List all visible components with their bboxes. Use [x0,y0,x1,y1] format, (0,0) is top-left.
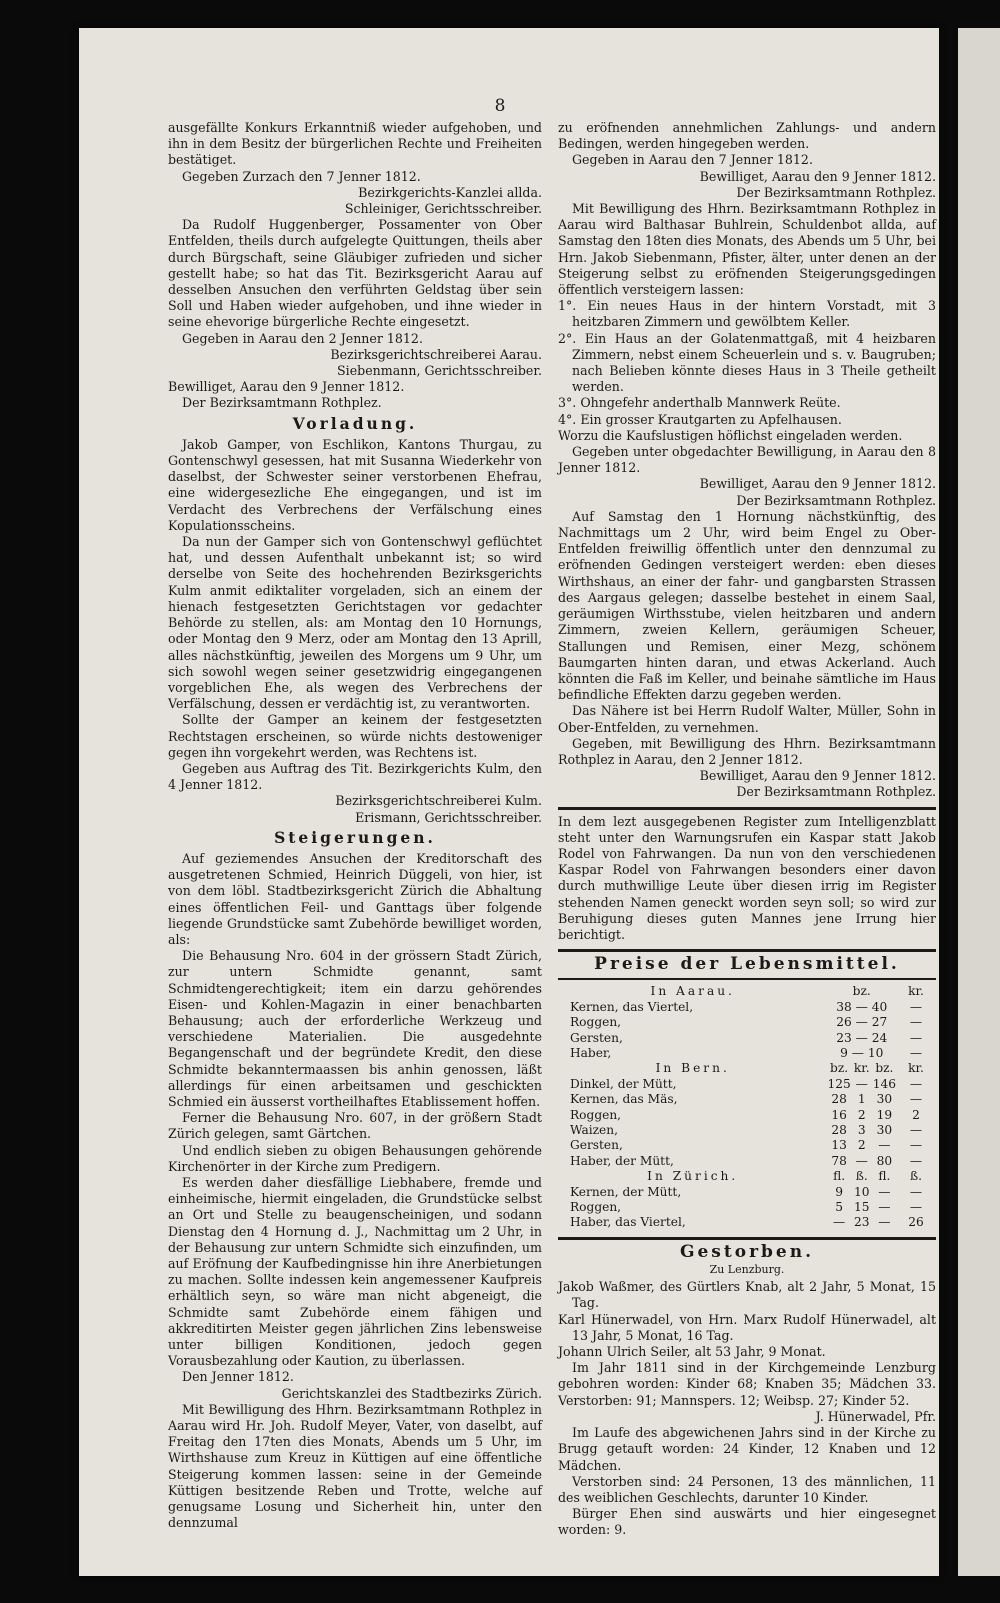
price-unit-header: kr. [908,1061,924,1076]
paragraph: Ferner die Behausung Nro. 607, in der größern Stadt Zürich gelegen, samt Gärtchen. [168,1110,542,1142]
paragraph: 3°. Ohngefehr anderthalb Mannwerk Reüte. [558,395,841,411]
paragraph: Der Bezirksamtmann Rothplez. [182,395,382,411]
price-list [558,956,936,1231]
price-item: Roggen, [570,1200,622,1215]
price-unit-header: kr. [853,1061,870,1076]
price-unit-header: bz. [830,1061,849,1076]
divider [558,978,936,980]
death-notices [558,1241,936,1539]
price-unit-header: bz. [875,1061,894,1076]
divider [558,949,936,952]
paragraph: Bürger Ehen sind auswärts und hier eingesegnet worden: 9. [558,1506,936,1538]
paragraph: Sollte der Gamper an keinem der festgesetzten Rechtstagen erscheinen, so würde nichts destoweniger gegen ihn vorgekehrt werden, was Rechtens ist. [168,712,542,760]
price-value: 2 [857,1138,866,1153]
price-value: 146 [872,1076,896,1091]
paragraph: Gegeben unter obgedachter Bewilligung, in Aarau den 8 Jenner 1812. [558,444,936,476]
section-heading: Vorladung. [292,413,418,433]
price-value: — [909,1076,923,1091]
price-value: 30 [876,1092,893,1107]
paragraph: Jakob Waßmer, des Gürtlers Knab, alt 2 Jahr, 5 Monat, 15 Tag. [558,1279,936,1311]
price-row [558,1185,936,1200]
price-unit-header: ß. [855,1169,868,1184]
price-value: 16 [831,1107,847,1122]
paragraph: Gegeben aus Auftrag des Tit. Bezirkgerichts Kulm, den 4 Jenner 1812. [168,760,542,793]
price-value: — [878,1184,891,1199]
price-value: 15 [853,1200,870,1215]
price-value: 19 [876,1107,893,1122]
paragraph: Worzu die Kaufslustigen höflichst eingeladen werden. [558,427,903,443]
price-item: Gersten, [570,1030,623,1045]
price-section-header [558,1061,936,1076]
paragraph: zu eröfnenden annehmlichen Zahlungs- und andern Bedingen, werden hingegeben werden. [558,120,936,152]
price-row [558,1092,936,1107]
price-value: 28 [831,1092,847,1107]
paragraph: Es werden daher diesfällige Liebhabere, fremde und einheimische, hiermit eingeladen, die Grundstücke selbst an Ort und Stelle zu beaugenscheinigen, und sodann Dienstag den 4 Hornung d. J., Nachmittag um 2 Uhr, in der Behausung zur untern Schmidte sich einzufinden, um auf Eröfnung der Kaufbedingnisse hin ihre Anerbietungen zu machen. Sollte indessen kein angemessener Kaufpreis erhältlich seyn, so wäre man nicht abgeneigt, die Schmidte samt Zubehörde einem fähigen und akkreditirten Meister gegen jährlichen Zins lebensweise unter billigen Konditionen, jedoch gegen Vorausbezahlung oder Kaution, zu überlassen. [168,1175,542,1369]
price-row [558,1031,936,1046]
paragraph: Gegeben Zurzach den 7 Jenner 1812. [182,168,421,184]
price-value: 3 [857,1123,866,1138]
price-value: — [878,1200,891,1215]
price-place: In Aarau. [650,984,735,999]
price-value: 23 — 24 [836,1030,888,1045]
price-section-header [558,984,936,999]
paragraph: Jakob Gamper, von Eschlikon, Kantons Thurgau, zu Gontenschwyl gesessen, hat mit Susanna Wiederkehr von daselbst, der Schwester seiner verstorbenen Ehefrau, eine widergesezliche Ehe eingegangen, und ist im Verdacht des Verbrechens der Verfälschung eines Kopulationsscheins. [168,436,542,533]
price-value: — [909,1092,923,1107]
price-item: Haber, der Mütt, [570,1153,674,1168]
paragraph: Der Bezirksamtmann Rothplez. [736,184,936,200]
paragraph: Da nun der Gamper sich von Gontenschwyl geflüchtet hat, und dessen Aufenthalt unbekannt ist; so wird derselbe von Seite des hochehrenden Bezirksgerichts Kulm anmit ediktaliter vorgeladen, sich an einem der hienach festgesetzten Gerichtstagen vor gedachter Behörde zu stellen, als: am Montag den 10 Hornungs, oder Montag den 9 Merz, oder am Montag den 13 Aprill, alles nächstkünftig, jeweilen des Morgens um 9 Uhr, um sich sowohl wegen seiner gesetzwidrig eingegangenen vorgeblichen Ehe, als wegen des Verbrechens der Verfälschung, dessen er verdächtig ist, zu verantworten. [168,534,542,712]
paragraph: Bewilliget, Aarau den 9 Jenner 1812. [699,168,936,184]
paragraph: Bezirkgerichts-Kanzlei allda. [358,184,542,200]
paragraph: Johann Ulrich Seiler, alt 53 Jahr, 9 Monat. [558,1344,826,1360]
page-number: 8 [494,96,506,116]
paragraph: 4°. Ein grosser Krautgarten zu Apfelhausen. [558,411,842,427]
paragraph: Bewilliget, Aarau den 9 Jenner 1812. [168,379,405,395]
price-unit-header: kr. [908,984,924,999]
price-value: — [855,1153,868,1168]
death-entries [558,1279,936,1538]
paragraph: Und endlich sieben zu obigen Behausungen gehörende Kirchenörter in der Kirche zum Predigern. [168,1142,542,1174]
price-value: 26 [908,1215,924,1230]
price-value: 23 [853,1215,870,1230]
adjacent-page-edge [958,28,1000,1576]
price-row [558,1000,936,1015]
price-item: Kernen, das Viertel, [570,999,694,1014]
price-value: — [878,1215,891,1230]
price-item: Gersten, [570,1138,623,1153]
price-value: — [909,1153,923,1168]
paragraph: Erismann, Gerichtsschreiber. [355,809,542,825]
price-value: — [878,1138,891,1153]
paragraph: J. Hünerwadel, Pfr. [815,1408,936,1424]
price-list-title: Preise der Lebensmittel. [594,954,900,975]
price-value: 80 [876,1153,893,1168]
paragraph: 1°. Ein neues Haus in der hintern Vorstadt, mit 3 heitzbaren Zimmern und gewölbtem Keller. [558,298,936,330]
price-row [558,1046,936,1061]
deaths-title: Gestorben. [679,1241,815,1262]
price-row [558,1077,936,1092]
price-value: — [909,1045,923,1060]
price-value: 28 [831,1123,847,1138]
price-row [558,1215,936,1230]
correction-notice: In dem lezt ausgegebenen Register zum Intelligenzblatt steht unter den Warnungsrufen ein Kaspar statt Jakob Rodel von Fahrwangen. Da nun von den verschiedenen Kaspar Rodel von Fahrwangen besonders einer davon durch muthwillige Leute über diesen irrig im Register stehenden Namen geneckt worden seyn soll; so wird zur Beruhigung dieses guten Mannes jene Irrung hier berichtigt. [558,813,936,942]
price-item: Dinkel, der Mütt, [570,1076,677,1091]
paragraph: 2°. Ein Haus an der Golatenmattgaß, mit 4 heizbaren Zimmern, nebst einem Scheuerlein und s. v. Baugruben; nach Belieben könnte dieses Haus in 3 Theile getheilt werden. [558,330,936,395]
divider [558,1237,936,1240]
price-value: 10 [853,1184,870,1199]
price-item: Haber, das Viertel, [570,1215,686,1230]
price-unit-header: fl. [878,1169,891,1184]
price-value: — [909,1123,923,1138]
price-value: — [909,1015,923,1030]
price-section-header [558,1169,936,1184]
paragraph: Karl Hünerwadel, von Hrn. Marx Rudolf Hünerwadel, alt 13 Jahr, 5 Monat, 16 Tag. [558,1311,936,1343]
price-table [558,984,936,1231]
price-item: Kernen, das Mäs, [570,1092,678,1107]
paragraph: Mit Bewilligung des Hhrn. Bezirksamtmann Rothplez in Aarau wird Balthasar Buhlrein, Schuldenbot allda, auf Samstag den 18ten dies Monats, des Abends um 5 Uhr, bei Hrn. Jakob Siebenmann, Pfister, älter, unter denen an der Steigerung selbst zu eröfnenden Steigerungsgedingen öffentlich versteigern lassen: [558,201,936,298]
price-value: 30 [876,1123,893,1138]
paragraph: Im Jahr 1811 sind in der Kirchgemeinde Lenzburg gebohren worden: Kinder 68; Knaben 35; Mädchen 33. Verstorben: 91; Mannspers. 12; Weibsp. 27; Kinder 52. [558,1360,936,1408]
price-place: In Zürich. [647,1169,739,1184]
price-row [558,1138,936,1153]
price-row [558,1154,936,1169]
paragraph: Bewilliget, Aarau den 9 Jenner 1812. [699,476,936,492]
divider [558,807,936,810]
paragraph: Verstorben sind: 24 Personen, 13 des männlichen, 11 des weiblichen Geschlechts, darunter 10 Kinder. [558,1473,936,1505]
price-value: — [909,1138,923,1153]
paragraph: Gegeben, mit Bewilligung des Hhrn. Bezirksamtmann Rothplez in Aarau, den 2 Jenner 1812. [558,735,936,767]
price-item: Roggen, [570,1015,622,1030]
price-row [558,1108,936,1123]
price-value: — [855,1076,868,1091]
price-value: 9 [835,1184,843,1199]
price-value: 125 [827,1076,851,1091]
price-item: Kernen, der Mütt, [570,1184,682,1199]
price-value: 2 [857,1107,866,1122]
paragraph: Bezirksgerichtschreiberei Aarau. [330,346,542,362]
paragraph: Auf Samstag den 1 Hornung nächstkünftig, des Nachmittags um 2 Uhr, wird beim Engel zu Ober-Entfelden freiwillig öffentlich unter den dennzumal zu eröfnenden Gedingen versteigert werden: eben dieses Wirthshaus, an einer der fahr- und gangbarsten Strassen des Aargaus gelegen; dasselbe bestehet in einem Saal, geräumigen Wirthsstube, vielen heitzbaren und andern Zimmern, zweien Kellern, geräumigen Scheuer, Stallungen und Remisen, einer Mezg, schönem Baumgarten hinten daran, und etwas Ackerland. Auch könnten die Faß im Keller, und beinahe sämtliche im Haus befindliche Effekten darzu gegeben werden. [558,508,936,703]
paragraph: Schleiniger, Gerichtsschreiber. [344,201,542,217]
price-value: — [909,1200,923,1215]
price-value: — [909,1184,923,1199]
paragraph: Gerichtskanzlei des Stadtbezirks Zürich. [281,1385,542,1401]
price-value: 2 [912,1107,920,1122]
paragraph: Gegeben in Aarau den 2 Jenner 1812. [182,330,423,346]
price-value: 9 — 10 [840,1045,884,1060]
price-value: 78 [831,1153,847,1168]
paragraph: Siebenmann, Gerichtsschreiber. [337,363,542,379]
price-value: 26 — 27 [836,1015,888,1030]
price-value: — [909,999,923,1014]
paragraph: Der Bezirksamtmann Rothplez. [736,784,936,800]
right-column-announcements [558,120,936,801]
price-unit-header: fl. [833,1169,846,1184]
paragraph: Das Nähere ist bei Herrn Rudolf Walter, Müller, Sohn in Ober-Entfelden, zu vernehmen. [558,703,936,735]
price-value: 13 [831,1138,847,1153]
price-unit-header: bz. [852,984,871,999]
paragraph: Der Bezirksamtmann Rothplez. [736,492,936,508]
price-item: Roggen, [570,1107,622,1122]
right-column [558,120,936,1539]
section-heading: Steigerungen. [274,827,436,847]
price-unit-header: ß. [909,1169,922,1184]
price-value: — [833,1215,846,1230]
paragraph: ausgefällte Konkurs Erkanntniß wieder aufgehoben, und ihn in dem Besitz der bürgerlichen Rechte und Freiheiten bestätiget. [168,120,542,168]
price-value: 1 [857,1092,866,1107]
paragraph: Den Jenner 1812. [182,1369,294,1385]
price-row [558,1015,936,1030]
price-item: Haber, [570,1045,612,1060]
paragraph: Bewilliget, Aarau den 9 Jenner 1812. [699,768,936,784]
paragraph: Gegeben in Aarau den 7 Jenner 1812. [572,152,813,168]
price-value: — [909,1030,923,1045]
paragraph: Mit Bewilligung des Hhrn. Bezirksamtmann Rothplez in Aarau wird Hr. Joh. Rudolf Meyer, Vater, von daselbt, auf Freitag den 17ten dies Monats, Abends um 5 Uhr, im Wirthshause zum Kreuz in Küttigen auf eine öffentliche Steigerung kommen lassen: seine in der Gemeinde Küttigen besitzende Reben und Trotte, welche auf genugsame Losung und Sicherheit hin, unter den dennzumal [168,1401,542,1531]
price-value: 5 [835,1200,843,1215]
paragraph: Die Behausung Nro. 604 in der grössern Stadt Zürich, zur untern Schmidte genannt, samt Schmidtengerechtigkeit; item ein darzu gehörendes Eisen- und Kohlen-Magazin in einer benachbarten Behausung; auch der erforderliche Werkzeug und verschiedene Materialien. Die ausgedehnte Begangenschaft und der begründete Kredit, den diese Schmidte bekanntermaassen bis anhin genossen, läßt allerdings für einen arbeitsamen und geschickten Schmied ein äusserst vortheilhaftes Etablissement hoffen. [168,948,542,1109]
left-column [168,120,542,1531]
price-row [558,1123,936,1138]
paragraph: Bezirksgerichtschreiberei Kulm. [335,793,542,809]
paragraph: Im Laufe des abgewichenen Jahrs sind in der Kirche zu Brugg getauft worden: 24 Kinder, 12 Knaben und 12 Mädchen. [558,1425,936,1473]
deaths-place: Zu Lenzburg. [709,1263,785,1277]
paragraph: Da Rudolf Huggenberger, Possamenter von Ober Entfelden, theils durch aufgelegte Quittungen, theils aber durch Bürgschaft, seine Gläubiger zufrieden und sicher gestellt habe; so hat das Tit. Bezirksgericht Aarau auf desselben Ansuchen den verführten Geldstag über sein Soll und Haben wieder aufgehoben, und ihne wieder in seine ehevorige bürgerliche Rechte eingesetzt. [168,217,542,330]
price-place: In Bern. [655,1061,730,1076]
paragraph: Auf geziemendes Ansuchen der Kreditorschaft des ausgetretenen Schmied, Heinrich Düggeli, von hier, ist von dem löbl. Stadtbezirksgericht Zürich die Abhaltung eines öffentlichen Feil- und Ganttags über folgende liegende Grundstücke samt Zubehörde bewilliget worden, als: [168,850,542,947]
price-value: 38 — 40 [836,999,888,1014]
price-row [558,1200,936,1215]
price-item: Waizen, [570,1123,618,1138]
